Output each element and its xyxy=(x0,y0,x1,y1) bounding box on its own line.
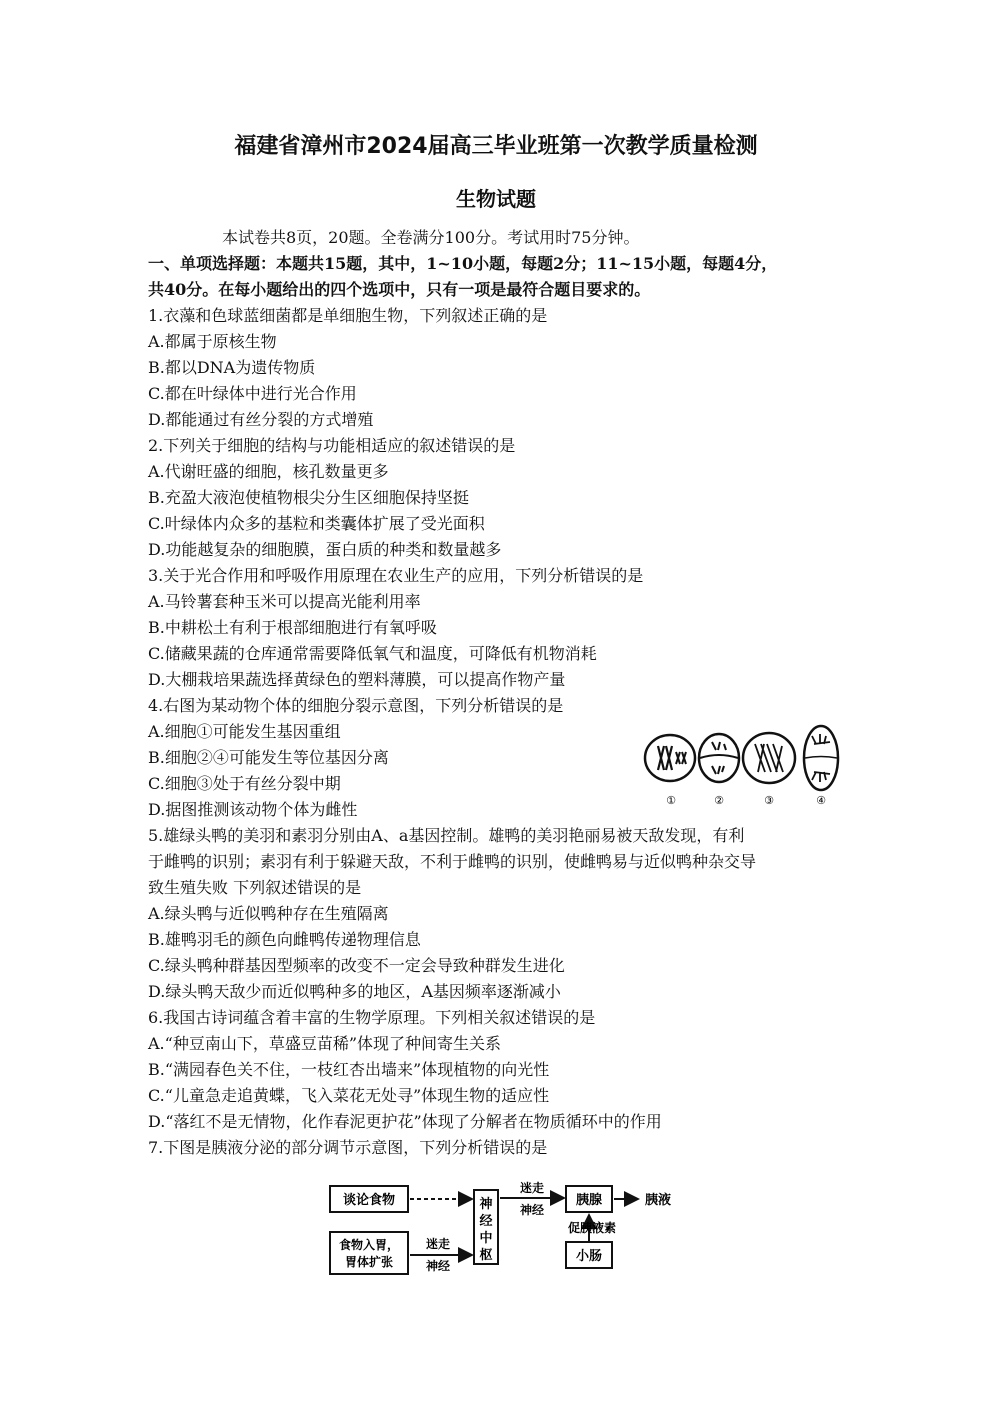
question-stem: 3.关于光合作用和呼吸作用原理在农业生产的应用，下列分析错误的是 xyxy=(148,566,644,585)
question-stem: 7.下图是胰液分泌的部分调节示意图，下列分析错误的是 xyxy=(148,1138,548,1157)
label-center-4: 枢 xyxy=(479,1248,493,1263)
question-stem: 2.下列关于细胞的结构与功能相适应的叙述错误的是 xyxy=(148,436,516,455)
label-vagus-1a: 迷走 xyxy=(425,1237,451,1251)
option-item: D.绿头鸭天敌少而近似鸭种多的地区，A基因频率逐渐减小 xyxy=(148,982,561,1001)
label-talk-food: 谈论食物 xyxy=(342,1193,396,1208)
label-pancreatic-juice: 胰液 xyxy=(644,1193,672,1208)
cell-2 xyxy=(699,734,739,782)
question-stem: 6.我国古诗词蕴含着丰富的生物学原理。下列相关叙述错误的是 xyxy=(148,1008,596,1027)
pancreatic-regulation-diagram xyxy=(320,1176,680,1280)
option-item: C.都在叶绿体中进行光合作用 xyxy=(148,384,357,403)
option-item: C.“儿童急走追黄蝶，飞入菜花无处寻”体现生物的适应性 xyxy=(148,1086,550,1105)
question-stem: 1.衣藻和色球蓝细菌都是单细胞生物，下列叙述正确的是 xyxy=(148,306,548,325)
cell-label: ② xyxy=(714,794,724,807)
label-pancreas: 胰腺 xyxy=(575,1193,603,1208)
option-item: D.“落红不是无情物，化作春泥更护花”体现了分解者在物质循环中的作用 xyxy=(148,1112,662,1131)
page-subtitle: 生物试题 xyxy=(456,187,536,211)
label-secretin: 促胰液素 xyxy=(567,1221,617,1235)
section-heading-line2: 共40分。在每小题给出的四个选项中，只有一项是最符合题目要求的。 xyxy=(148,280,651,299)
label-intestine: 小肠 xyxy=(575,1249,603,1264)
label-vagus-2a: 迷走 xyxy=(519,1181,545,1195)
option-item: A.都属于原核生物 xyxy=(148,332,277,351)
label-center-3: 中 xyxy=(479,1231,493,1246)
cell-label: ① xyxy=(666,794,676,807)
option-item: D.都能通过有丝分裂的方式增殖 xyxy=(148,410,374,429)
cell-3 xyxy=(743,733,795,783)
label-food-stomach-2: 胃体扩张 xyxy=(344,1255,394,1269)
label-center-1: 神 xyxy=(479,1197,493,1212)
option-item: B.充盈大液泡使植物根尖分生区细胞保持坚挺 xyxy=(148,488,469,507)
option-item: C.绿头鸭种群基因型频率的改变不一定会导致种群发生进化 xyxy=(148,956,565,975)
option-item: D.大棚栽培果蔬选择黄绿色的塑料薄膜，可以提高作物产量 xyxy=(148,670,566,689)
label-vagus-2b: 神经 xyxy=(519,1203,545,1217)
label-center-2: 经 xyxy=(479,1214,493,1229)
option-item: A.绿头鸭与近似鸭种存在生殖隔离 xyxy=(148,904,389,923)
option-item: A.马铃薯套种玉米可以提高光能利用率 xyxy=(148,592,421,611)
question-stem: 5.雄绿头鸭的美羽和素羽分别由A、a基因控制。雄鸭的美羽艳丽易被天敌发现，有利 xyxy=(148,826,745,845)
option-item: C.储藏果蔬的仓库通常需要降低氧气和温度，可降低有机物消耗 xyxy=(148,644,597,663)
section-heading-line1: 一、单项选择题：本题共15题，其中，1~10小题，每题2分；11~15小题，每题4分， xyxy=(148,254,778,273)
option-item: A.代谢旺盛的细胞，核孔数量更多 xyxy=(148,462,389,481)
cell-4 xyxy=(804,726,838,790)
exam-info: 本试卷共8页，20题。全卷满分100分。考试用时75分钟。 xyxy=(222,228,640,247)
page-title: 福建省漳州市2024届高三毕业班第一次教学质量检测 xyxy=(234,134,758,159)
option-item: B.都以DNA为遗传物质 xyxy=(148,358,316,377)
label-vagus-1b: 神经 xyxy=(425,1259,451,1273)
option-item: B.细胞②④可能发生等位基因分离 xyxy=(148,748,389,767)
option-item: C.细胞③处于有丝分裂中期 xyxy=(148,774,341,793)
option-item: A.细胞①可能发生基因重组 xyxy=(148,722,341,741)
option-item: D.功能越复杂的细胞膜，蛋白质的种类和数量越多 xyxy=(148,540,502,559)
option-item: D.据图推测该动物个体为雌性 xyxy=(148,800,358,819)
label-food-stomach-1: 食物入胃， xyxy=(338,1238,400,1252)
option-item: B.中耕松土有利于根部细胞进行有氧呼吸 xyxy=(148,618,437,637)
option-item: C.叶绿体内众多的基粒和类囊体扩展了受光面积 xyxy=(148,514,485,533)
option-item: A.“种豆南山下，草盛豆苗稀”体现了种间寄生关系 xyxy=(148,1034,502,1053)
cell-label: ④ xyxy=(816,794,826,807)
question-stem: 4.右图为某动物个体的细胞分裂示意图，下列分析错误的是 xyxy=(148,696,564,715)
cell-1 xyxy=(645,735,695,781)
option-item: B.“满园春色关不住，一枝红杏出墙来”体现植物的向光性 xyxy=(148,1060,550,1079)
cell-label: ③ xyxy=(764,794,774,807)
option-item: B.雄鸭羽毛的颜色向雌鸭传递物理信息 xyxy=(148,930,421,949)
cell-division-figure xyxy=(640,722,840,808)
question-stem: 于雌鸭的识别；素羽有利于躲避天敌，不利于雌鸭的识别，使雌鸭易与近似鸭种杂交导 xyxy=(148,852,757,871)
question-stem: 致生殖失败 下列叙述错误的是 xyxy=(148,878,362,897)
